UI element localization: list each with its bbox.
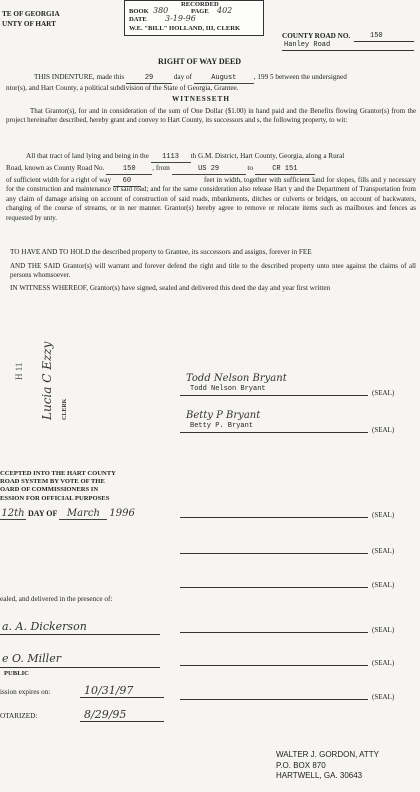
indenture-text-3: , 199 5 between the undersigned <box>253 73 347 81</box>
county-line: UNTY OF HART <box>2 20 56 28</box>
acceptance-year: 1996 <box>109 508 135 519</box>
grantor-typed-name: Todd Nelson Bryant <box>190 385 266 393</box>
indenture-text-2: day of <box>173 73 192 81</box>
road-no-underline <box>354 41 414 42</box>
warranty-paragraph: AND THE SAID Grantor(s) will warrant and forever defend the right and title to the described property unto ntee against the claims of all persons whomsoever. <box>10 262 416 280</box>
acceptance-line-3: OARD OF COMMISSIONERS IN <box>0 486 99 494</box>
acceptance-line-4: ESSION FOR OFFICIAL PURPOSES <box>0 494 110 502</box>
seal-label: (SEAL) <box>372 626 395 634</box>
habendum-line: TO HAVE AND TO HOLD the described property to Grantee, its successors and assigns, forever in FEE <box>10 248 312 256</box>
gm-district-value: 1113 <box>151 153 191 163</box>
month-value: August <box>194 74 254 84</box>
tract-text-4: , from <box>152 164 170 172</box>
tract-paragraph: feet in width, together with sufficient land for slopes, fills and y necessary for the construction and maintenance of said road; and for the same consideration also release Hart y and the Department of Transportation from any claim of damage arising on account of construction of said roads, mbankments, ditches or culverts or bridges, on account of backwaters, changing of the course of streams, or in ner manner. Grantor(s) hereby agree to remove or relocate items such as mailboxes and fences as requested by unty. <box>6 176 416 222</box>
seal-label: (SEAL) <box>372 659 395 667</box>
acceptance-line-2: ROAD SYSTEM BY VOTE OF THE <box>0 478 105 486</box>
book-label: BOOK <box>129 8 149 15</box>
acceptance-block <box>0 470 116 503</box>
tract-text-5: to <box>247 164 253 172</box>
signature-line <box>180 395 368 396</box>
witness-signature-line <box>0 634 160 635</box>
clerk-line: W.E. "BILL" HOLLAND, III, CLERK <box>129 25 241 32</box>
signature-line <box>180 553 368 554</box>
seal-label: (SEAL) <box>372 389 395 397</box>
witness-signature: a. A. Dickerson <box>2 620 87 633</box>
road-name: Hanley Road <box>284 41 331 49</box>
tract-line-1 <box>26 152 344 163</box>
county-road-value: 150 <box>370 32 383 40</box>
notarized-value: 8/29/95 <box>84 708 127 721</box>
acceptance-day-of: DAY OF <box>28 509 58 518</box>
acceptance-month: March <box>59 508 107 520</box>
indenture-line-2: ntor(s), and Hart County, a political subdivision of the State of Georgia, Grantee. <box>6 84 239 92</box>
seal-label: (SEAL) <box>372 426 395 434</box>
signature-line <box>180 432 368 433</box>
attorney-name: WALTER J. GORDON, ATTY <box>276 750 379 759</box>
road-number-value: 150 <box>106 165 152 175</box>
witness-whereof-line: IN WITNESS WHEREOF, Grantor(s) have signed, sealed and delivered this deed the day and year first written <box>10 284 331 292</box>
from-value: US 29 <box>172 165 246 175</box>
seal-label: (SEAL) <box>372 581 395 589</box>
notary-signature: e O. Miller <box>2 652 61 665</box>
margin-stamp-mark: H 11 <box>14 362 24 380</box>
margin-clerk-label: CLERK <box>62 398 68 420</box>
deed-title: RIGHT OF WAY DEED <box>158 57 242 66</box>
attorney-box: P.O. BOX 870 <box>276 760 326 770</box>
commission-value: 10/31/97 <box>84 684 134 697</box>
date-value: 3-19-96 <box>165 14 196 23</box>
tract-text-6: of sufficient width for a right of way <box>6 176 112 184</box>
day-value: 29 <box>126 74 172 84</box>
acceptance-date-line <box>0 508 135 520</box>
witnesseth-heading: WITNESSETH <box>172 95 230 103</box>
seal-label: (SEAL) <box>372 547 395 555</box>
acceptance-day: 12th <box>1 508 25 519</box>
indenture-line <box>34 73 347 84</box>
tract-text-1: All that tract of land lying and being in the <box>26 152 149 160</box>
county-road-label: COUNTY ROAD NO. <box>282 32 351 40</box>
signature-line <box>180 699 368 700</box>
page-value: 402 <box>217 6 233 15</box>
signature-line <box>180 517 368 518</box>
commission-underline <box>80 697 164 698</box>
width-value: 60 <box>113 177 141 187</box>
commission-label: ission expires on: <box>0 688 51 696</box>
seal-label: (SEAL) <box>372 693 395 701</box>
notary-signature-line <box>0 667 160 668</box>
road-name-underline <box>282 50 414 51</box>
tract-line-2 <box>6 164 315 175</box>
grantor-typed-name: Betty P. Bryant <box>190 422 254 430</box>
grantor-handwritten-signature: Todd Nelson Bryant <box>186 373 287 384</box>
tract-text-2: th G.M. District, Hart County, Georgia, along a Rural <box>190 152 345 160</box>
notarized-label: OTARIZED: <box>0 712 38 720</box>
acceptance-line-1: CCEPTED INTO THE HART COUNTY <box>0 470 116 477</box>
recorded-stamp <box>124 0 264 36</box>
state-line: TE OF GEORGIA <box>2 10 60 18</box>
signature-line <box>180 665 368 666</box>
margin-clerk-signature: Lucia C Ezzy <box>40 341 54 420</box>
indenture-text-1: THIS INDENTURE, made this <box>34 73 125 81</box>
grantor-handwritten-signature: Betty P Bryant <box>186 410 261 421</box>
attorney-block <box>276 750 379 782</box>
to-value: CR 151 <box>255 165 315 175</box>
seal-label: (SEAL) <box>372 511 395 519</box>
sealed-delivered-line: ealed, and delivered in the presence of: <box>0 595 113 603</box>
page-label: PAGE <box>191 8 209 15</box>
consideration-paragraph: That Grantor(s), for and in consideration of the sum of One Dollar ($1.00) in hand paid and the Benefits flowing Grantor(s) from the project hereinafter described, hereby grant and convey to Hart County, its successors and s, the following property, to wit: <box>6 107 416 125</box>
attorney-city: HARTWELL, GA. 30643 <box>276 771 363 780</box>
notarized-underline <box>80 721 164 722</box>
signature-line <box>180 587 368 588</box>
date-label: DATE <box>129 16 147 23</box>
recorded-label: RECORDED <box>181 1 219 8</box>
notary-public-label: PUBLIC <box>4 670 29 677</box>
signature-line <box>180 632 368 633</box>
tract-text-3: Road, known as County Road No. <box>6 164 105 172</box>
book-value: 380 <box>153 6 169 15</box>
